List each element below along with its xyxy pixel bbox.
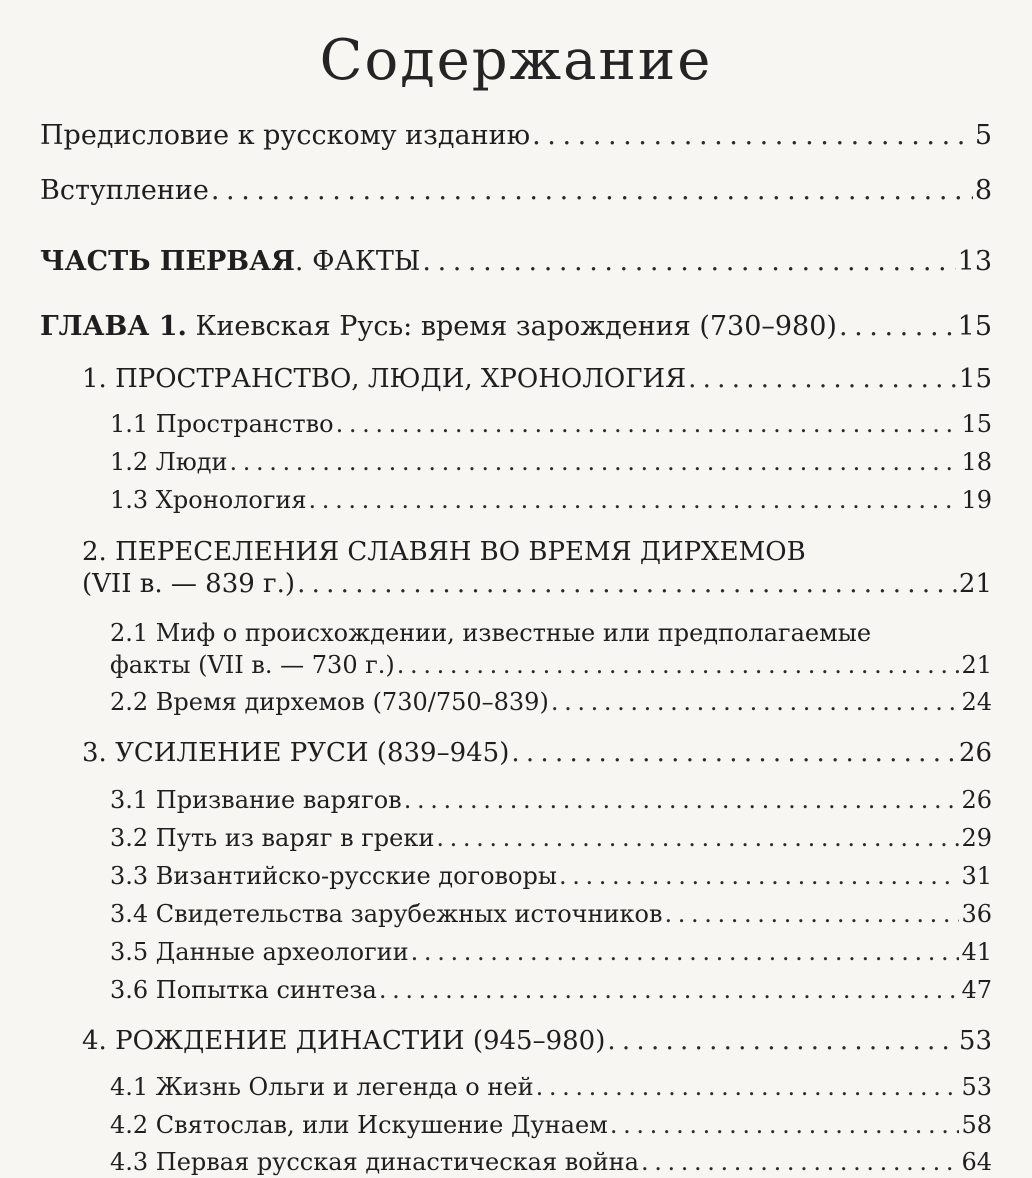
dot-leader (511, 737, 957, 769)
toc-entry-section-2[interactable] (82, 536, 992, 600)
page-title: Содержание (319, 28, 713, 93)
dot-leader (607, 1025, 957, 1057)
toc-entry-title-first-line: 2. ПЕРЕСЕЛЕНИЯ СЛАВЯН ВО ВРЕМЯ ДИРХЕМОВ (82, 537, 806, 567)
toc-entry-title (40, 246, 420, 278)
toc-entry-section-4[interactable] (82, 1025, 992, 1057)
dot-leader (532, 120, 973, 152)
toc-entry-title: 1.2 Люди (110, 448, 228, 476)
toc-entry-2-2[interactable] (110, 686, 992, 718)
toc-page-number: 19 (961, 486, 992, 514)
toc-entry-3-1[interactable] (110, 784, 992, 816)
dot-leader (336, 408, 960, 440)
toc-entry-title: 4.3 Первая русская династическая война (110, 1148, 639, 1176)
dot-leader (551, 686, 960, 718)
toc-page-number: 29 (961, 824, 992, 852)
toc-page-number: 21 (958, 569, 992, 599)
toc-page-number: 53 (961, 1073, 992, 1101)
dot-leader (664, 898, 959, 930)
toc-page-number: 8 (974, 175, 992, 206)
toc-entry-4-1[interactable] (110, 1071, 992, 1103)
dot-leader (536, 1071, 960, 1103)
dot-leader (559, 860, 959, 892)
toc-page-number: 21 (961, 651, 992, 679)
toc-page-number: 53 (958, 1026, 992, 1056)
toc-entry-title: 4.2 Святослав, или Искушение Дунаем (110, 1111, 608, 1139)
dot-leader (688, 363, 957, 395)
chapter-label: ГЛАВА 1. (40, 311, 187, 342)
toc-entry-3-6[interactable] (110, 974, 992, 1006)
toc-entry-title: Вступление (40, 175, 209, 206)
toc-entry-part-one[interactable] (40, 246, 992, 278)
toc-entry-section-1[interactable] (82, 363, 992, 395)
dot-leader (411, 936, 960, 968)
toc-entry-1-1[interactable] (110, 408, 992, 440)
dot-leader (404, 784, 960, 816)
toc-entry-section-3[interactable] (82, 737, 992, 769)
toc-entry-title: 4.1 Жизнь Ольги и легенда о ней (110, 1073, 534, 1101)
toc-entry-title: 1.1 Пространство (110, 410, 334, 438)
toc-entry-title: 3.5 Данные археологии (110, 938, 409, 966)
toc-page-number: 64 (961, 1148, 992, 1176)
toc-page-number: 5 (974, 120, 992, 151)
toc-entry-chapter-1[interactable] (40, 311, 992, 343)
dot-leader (839, 311, 956, 343)
chapter-title: Киевская Русь: время зарождения (730–980) (186, 311, 837, 342)
toc-entry-title: 3. УСИЛЕНИЕ РУСИ (839–945) (82, 738, 510, 768)
toc-entry-title: 3.2 Путь из варяг в греки (110, 824, 435, 852)
toc-entry-3-3[interactable] (110, 860, 992, 892)
dot-leader (379, 974, 960, 1006)
toc-entry-title: 1.3 Хронология (110, 486, 307, 514)
toc-page-number: 26 (961, 786, 992, 814)
toc-entry-preface[interactable] (40, 120, 992, 152)
toc-entry-title: (VII в. — 839 г.) (82, 569, 296, 599)
toc-page-number: 13 (957, 246, 992, 277)
dot-leader (309, 484, 960, 516)
toc-entry-introduction[interactable] (40, 175, 992, 207)
toc-page-number: 47 (961, 976, 992, 1004)
toc-entry-title: 2.2 Время дирхемов (730/750–839) (110, 688, 549, 716)
toc-entry-title: 3.4 Свидетельства зарубежных источников (110, 900, 663, 928)
toc-entry-1-3[interactable] (110, 484, 992, 516)
toc-entry-3-4[interactable] (110, 898, 992, 930)
toc-page-number: 31 (961, 862, 992, 890)
toc-entry-3-5[interactable] (110, 936, 992, 968)
toc-page-number: 15 (958, 364, 992, 394)
toc-page-number: 26 (958, 738, 992, 768)
dot-leader (211, 175, 973, 207)
toc-entry-title: 3.3 Византийско-русские договоры (110, 862, 557, 890)
toc-page-number: 41 (961, 938, 992, 966)
toc-page-number: 15 (957, 311, 992, 342)
toc-entry-2-1[interactable] (110, 617, 992, 681)
part-title: . ФАКТЫ (294, 246, 421, 277)
toc-page-number: 15 (961, 410, 992, 438)
toc-entry-3-2[interactable] (110, 822, 992, 854)
dot-leader (436, 822, 959, 854)
toc-entry-1-2[interactable] (110, 446, 992, 478)
toc-entry-title: 4. РОЖДЕНИЕ ДИНАСТИИ (945–980) (82, 1026, 606, 1056)
toc-entry-title: 3.1 Призвание варягов (110, 786, 402, 814)
toc-page-number: 36 (961, 900, 992, 928)
dot-leader (641, 1146, 959, 1178)
dot-leader (297, 568, 957, 600)
toc-entry-title: 1. ПРОСТРАНСТВО, ЛЮДИ, ХРОНОЛОГИЯ (82, 364, 687, 394)
dot-leader (230, 446, 960, 478)
dot-leader (610, 1109, 960, 1141)
toc-entry-title: 3.6 Попытка синтеза (110, 976, 377, 1004)
toc-page-number: 18 (961, 448, 992, 476)
toc-entry-title-first-line: 2.1 Миф о происхождении, известные или предполагаемые (110, 619, 872, 647)
toc-page-number: 24 (961, 688, 992, 716)
toc-entry-4-3[interactable] (110, 1146, 992, 1178)
dot-leader (422, 246, 955, 278)
toc-entry-title: Предисловие к русскому изданию (40, 120, 531, 151)
toc-entry-title: факты (VII в. — 730 г.) (110, 651, 395, 679)
toc-entry-title (40, 311, 837, 343)
toc-entry-4-2[interactable] (110, 1109, 992, 1141)
part-label: ЧАСТЬ ПЕРВАЯ (40, 246, 295, 277)
toc-page-number: 58 (961, 1111, 992, 1139)
dot-leader (397, 649, 960, 681)
